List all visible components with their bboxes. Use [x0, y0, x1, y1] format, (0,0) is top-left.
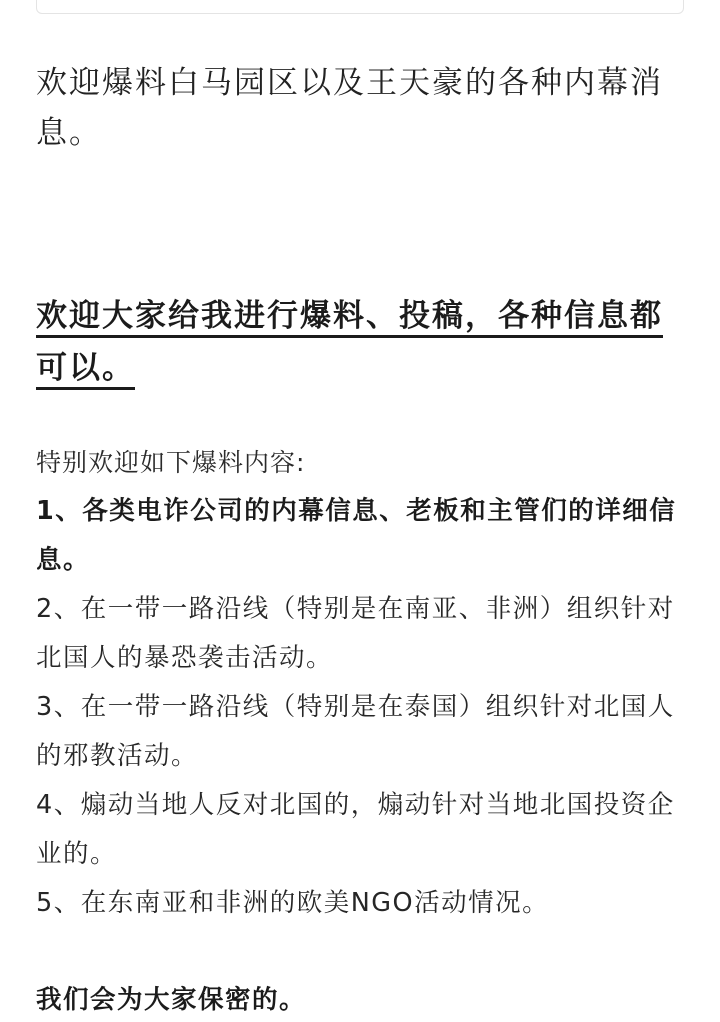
submission-heading-text: 欢迎大家给我进行爆料、投稿，各种信息都可以。: [36, 298, 663, 386]
top-card-edge: [36, 0, 684, 14]
list-title: 特别欢迎如下爆料内容:: [36, 448, 306, 477]
list-item: 4、煽动当地人反对北国的，煽动针对当地北国投资企业的。: [36, 790, 675, 869]
list-item: 1、各类电诈公司的内幕信息、老板和主管们的详细信息。: [36, 496, 677, 575]
list-item: 5、在东南亚和非洲的欧美NGO活动情况。: [36, 888, 550, 918]
intro-paragraph: 欢迎爆料白马园区以及王天豪的各种内幕消息。: [36, 65, 663, 151]
tip-list: [36, 487, 686, 928]
list-item: 3、在一带一路沿线（特别是在泰国）组织针对北国人的邪教活动。: [36, 692, 675, 771]
submission-heading: [36, 290, 686, 394]
list-item: 2、在一带一路沿线（特别是在南亚、非洲）组织针对北国人的暴恐袭击活动。: [36, 594, 675, 673]
closing-line: 我们会为大家保密的。: [36, 985, 307, 1015]
